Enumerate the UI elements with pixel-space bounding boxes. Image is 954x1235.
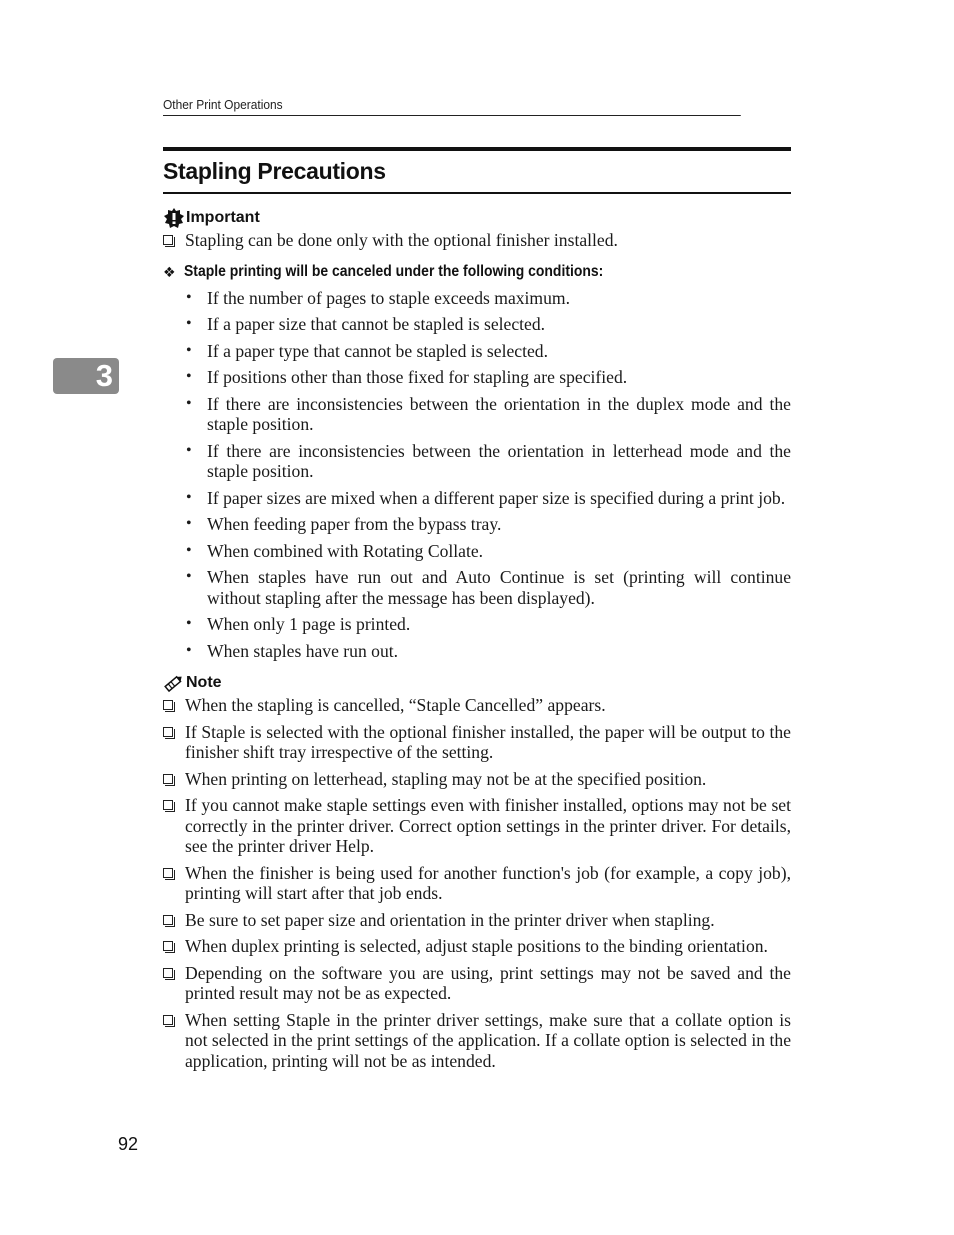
page-number: 92 (118, 1134, 139, 1154)
pencil-note-icon (163, 673, 185, 693)
important-label: Important (186, 209, 260, 226)
note-item-text: If you cannot make staple settings even with finisher installed, options may not be set correctly in the printer driver. Correct option settings in the printer driver. For details, see the printer driver Help. (185, 795, 791, 856)
checkbox-bullet-icon (163, 800, 173, 810)
note-item (163, 1010, 791, 1072)
chapter-number: 3 (95, 358, 113, 393)
running-head-text: Other Print Operations (163, 97, 283, 112)
note-label: Note (186, 674, 222, 691)
note-item (163, 936, 791, 957)
condition-item: • When only 1 page is printed. (163, 614, 791, 635)
note-item (163, 963, 791, 1004)
note-item (163, 795, 791, 857)
important-item-text: Stapling can be done only with the optional finisher installed. (185, 230, 618, 250)
note-item (163, 722, 791, 763)
condition-item: • If there are inconsistencies between the orientation in letterhead mode and the staple position. (163, 441, 791, 482)
important-heading (163, 206, 791, 230)
condition-item: • If the number of pages to staple exceeds maximum. (163, 288, 791, 309)
condition-item: • If paper sizes are mixed when a different paper size is specified during a print job. (163, 488, 791, 509)
condition-item: • When staples have run out and Auto Continue is set (printing will continue without stapling after the message has been displayed). (163, 567, 791, 608)
section-title: Stapling Precautions (163, 158, 386, 184)
important-icon (163, 208, 185, 228)
note-item-text: When the finisher is being used for another function's job (for example, a copy job), printing will start after that job ends. (185, 862, 791, 903)
checkbox-bullet-icon (163, 774, 173, 784)
checkbox-bullet-icon (163, 727, 173, 737)
note-item-text: Depending on the software you are using, print settings may not be saved and the printed result may not be as expected. (185, 962, 791, 1003)
condition-item: • If a paper type that cannot be stapled is selected. (163, 341, 791, 362)
note-item-text: When printing on letterhead, stapling may not be at the specified position. (185, 768, 707, 789)
note-item-text: When setting Staple in the printer driver settings, make sure that a collate option is not selected in the print settings of the application. If a collate option is selected in the application, printing will not be as intended. (185, 1009, 791, 1071)
note-item-text: When the stapling is cancelled, “Staple Cancelled” appears. (185, 695, 606, 715)
note-item-text: If Staple is selected with the optional finisher installed, the paper will be output to the finisher shift tray irrespective of the setting. (185, 721, 791, 762)
condition-item: • When staples have run out. (163, 641, 791, 662)
note-list (163, 695, 791, 1071)
checkbox-bullet-icon (163, 915, 173, 925)
important-list (163, 230, 791, 251)
checkbox-bullet-icon (163, 700, 173, 710)
condition-item: • If positions other than those fixed for stapling are specified. (163, 367, 791, 388)
checkbox-bullet-icon (163, 968, 173, 978)
conditions-list (163, 288, 791, 662)
note-item (163, 863, 791, 904)
checkbox-bullet-icon (163, 235, 173, 245)
title-rule-top (163, 147, 791, 151)
checkbox-bullet-icon (163, 868, 173, 878)
checkbox-bullet-icon (163, 941, 173, 951)
note-item (163, 769, 791, 790)
conditions-heading (163, 261, 791, 283)
diamond-bullet-icon: ❖ (163, 263, 176, 280)
chapter-tab (53, 358, 119, 394)
title-rule-bottom (163, 192, 791, 194)
condition-item: • If there are inconsistencies between the orientation in the duplex mode and the staple position. (163, 394, 791, 435)
note-item-text: Be sure to set paper size and orientation in the printer driver when stapling. (185, 909, 715, 930)
condition-item: • When combined with Rotating Collate. (163, 541, 791, 562)
running-head (163, 96, 741, 116)
note-item-text: When duplex printing is selected, adjust staple positions to the binding orientation. (185, 936, 768, 956)
note-item (163, 910, 791, 931)
condition-item: • When feeding paper from the bypass tray. (163, 514, 791, 535)
important-item (163, 230, 791, 251)
note-item (163, 695, 791, 716)
note-heading (163, 671, 791, 695)
condition-item: • If a paper size that cannot be stapled is selected. (163, 314, 791, 335)
checkbox-bullet-icon (163, 1015, 173, 1025)
page-content (163, 206, 791, 1077)
conditions-heading-text: Staple printing will be canceled under the following conditions: (183, 262, 603, 280)
